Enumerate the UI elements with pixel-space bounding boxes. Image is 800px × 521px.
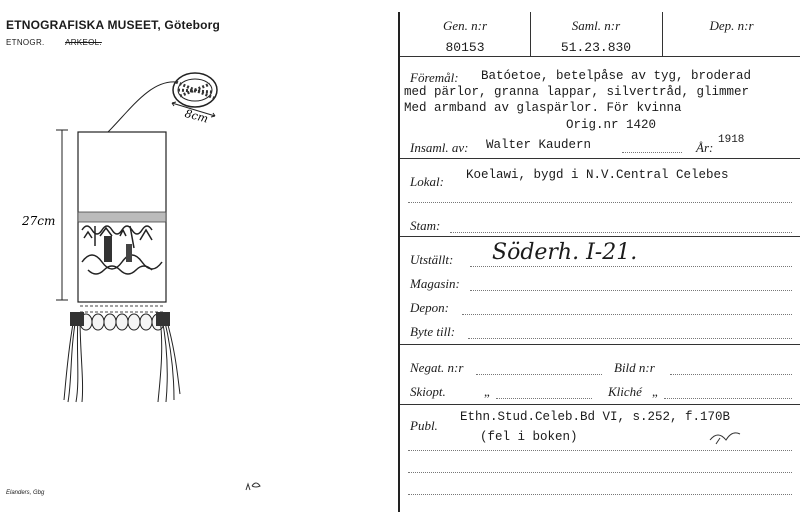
department-arkeol-struck: ARKEOL. <box>65 38 102 47</box>
bild-label: Bild n:r <box>614 360 655 375</box>
card-right-panel <box>400 12 800 512</box>
kliche-label: Kliché <box>608 384 642 399</box>
museum-name: ETNOGRAFISKA MUSEET, Göteborg <box>6 18 221 32</box>
dep-number-cell <box>663 12 800 68</box>
dotted-line <box>664 398 792 399</box>
negat-label: Negat. n:r <box>410 360 464 375</box>
gen-number-label: Gen. n:r <box>442 18 488 33</box>
dotted-line <box>470 290 792 291</box>
foremal-label: Föremål: <box>410 70 459 85</box>
row-line <box>400 236 800 237</box>
department-etnogr: ETNOGR. <box>6 38 45 47</box>
insaml-value: Walter Kaudern <box>486 138 592 152</box>
bracelet-sketch <box>173 73 217 107</box>
skiopt-ditto: „ <box>484 384 490 399</box>
ar-label: År: <box>696 140 714 155</box>
lokal-label: Lokal: <box>410 174 444 189</box>
skiopt-label: Skiopt. <box>410 384 446 399</box>
stam-label: Stam: <box>410 218 441 233</box>
dotted-line <box>408 472 792 473</box>
bag-height-label: 27cm <box>22 214 56 228</box>
byte-label: Byte till: <box>410 324 456 339</box>
dotted-line <box>622 152 682 153</box>
dotted-line <box>670 374 792 375</box>
saml-number-cell <box>531 12 661 68</box>
dotted-line <box>462 314 792 315</box>
utstallt-label: Utställt: <box>410 252 454 267</box>
lokal-value: Koelawi, bygd i N.V.Central Celebes <box>466 168 729 182</box>
saml-number-label: Saml. n:r <box>571 18 621 33</box>
depon-label: Depon: <box>410 300 449 315</box>
magasin-label: Magasin: <box>410 276 460 291</box>
betel-bag-sketch <box>0 0 398 521</box>
dotted-line <box>408 202 792 203</box>
dotted-line <box>476 374 602 375</box>
check-mark-sketch <box>706 426 746 448</box>
dep-number-label: Dep. n:r <box>709 18 754 33</box>
foremal-line-2: med pärlor, granna lappar, silvertråd, glimmer <box>404 85 750 99</box>
foremal-line-4: Orig.nr 1420 <box>566 118 657 132</box>
saml-number-value: 51.23.830 <box>560 40 632 55</box>
dotted-line <box>470 266 792 267</box>
foremal-line-3: Med armband av glaspärlor. För kvinna <box>404 101 682 115</box>
publ-label: Publ. <box>410 418 438 433</box>
dotted-line <box>450 232 792 233</box>
utstallt-value: Söderh. I-21. <box>492 240 638 265</box>
bracelet-measure-label: 8cm <box>183 106 210 126</box>
gen-number-value: 80153 <box>445 40 485 55</box>
dotted-line <box>408 450 792 451</box>
row-line <box>400 344 800 345</box>
publ-line-2: (fel i boken) <box>480 430 578 444</box>
foremal-line-1: Batóetoe, betelpåse av tyg, broderad <box>481 69 752 83</box>
insaml-label: Insaml. av: <box>410 140 469 155</box>
gen-number-cell <box>400 12 530 68</box>
row-line <box>400 404 800 405</box>
printer-imprint: Elanders, Gbg <box>6 490 45 496</box>
dotted-line <box>468 338 792 339</box>
kliche-ditto: „ <box>652 384 658 399</box>
dotted-line <box>408 494 792 495</box>
dotted-line <box>496 398 592 399</box>
row-line <box>400 158 800 159</box>
header-bottom-line <box>400 56 800 57</box>
ar-value: 1918 <box>718 134 745 146</box>
card-left-panel <box>0 0 398 521</box>
publ-line-1: Ethn.Stud.Celeb.Bd VI, s.252, f.170B <box>460 410 731 424</box>
